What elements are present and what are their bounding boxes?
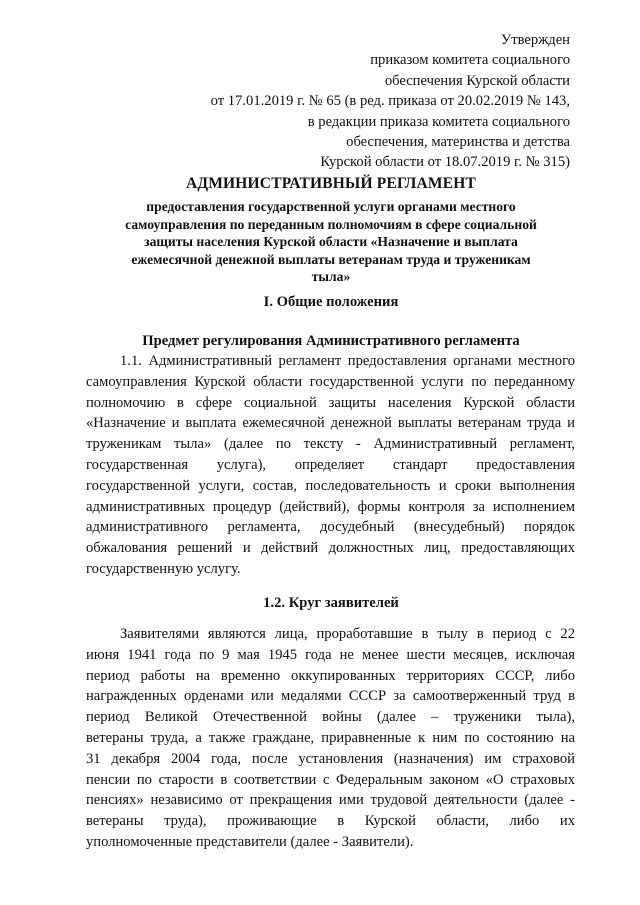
approval-line: обеспечения Курской области: [384, 72, 570, 89]
paragraph-line: период работы на временно оккупированных территориях СССР, либо: [86, 667, 575, 684]
section-heading-general: I. Общие положения: [263, 294, 399, 310]
approval-line: от 17.01.2019 г. № 65 (в ред. приказа от 20.02.2019 № 143,: [210, 93, 570, 110]
subtitle-line: предоставления государственной услуги органами местного: [146, 199, 516, 214]
approval-line: обеспечения, материнства и детства: [346, 134, 570, 151]
paragraph-line: награжденных орденами или медалями СССР за самоотверженный труд в: [86, 688, 575, 705]
paragraph-line: пенсии по старости в соответствии с Федеральным законом «О страховых: [86, 771, 575, 788]
subtitle-line: ежемесячной денежной выплаты ветеранам труда и труженикам: [131, 251, 531, 267]
approval-line: в редакции приказа комитета социального: [307, 113, 570, 130]
document-subtitle: [86, 198, 576, 286]
subtitle-line: тыла»: [311, 269, 351, 285]
paragraph-line: административных процедур (действий), формы контроля за исполнением: [86, 498, 575, 515]
paragraph-1-1: [86, 351, 575, 580]
approval-line: приказом комитета социального: [370, 52, 570, 69]
paragraph-line: пенсиях» независимо от прекращения ими трудовой деятельности (далее -: [86, 792, 575, 809]
approval-stamp: [150, 30, 570, 173]
paragraph-line: государственную услугу.: [86, 560, 241, 577]
section-subheading-subject: Предмет регулирования Административного регламента: [142, 333, 520, 349]
approval-line: Курской области от 18.07.2019 г. № 315): [320, 154, 570, 171]
paragraph-line: «Назначение и выплата ежемесячной денежной выплаты ветеранам труда и: [86, 415, 575, 432]
document-title: АДМИНИСТРАТИВНЫЙ РЕГЛАМЕНТ: [185, 175, 477, 192]
paragraph-line: полномочию в сфере социальной защиты населения Курской области: [86, 394, 575, 411]
paragraph-line: уполномоченные представители (далее - Заявители).: [86, 833, 414, 850]
paragraph-line: административного регламента, досудебный (внесудебный) порядок: [86, 519, 575, 536]
subtitle-line: самоуправления по переданным полномочиям в сфере социальной: [125, 216, 537, 232]
paragraph-1-2: [86, 624, 575, 853]
subtitle-line: защиты населения Курской области «Назначение и выплата: [144, 234, 518, 250]
paragraph-line: 31 декабря 2004 года, после установления (назначения) им страховой: [86, 750, 575, 767]
paragraph-line: ветераны труда, а также граждане, приравненные к ним по состоянию на: [86, 729, 575, 746]
approval-line: Утвержден: [500, 32, 570, 48]
paragraph-line: июня 1941 года по 9 мая 1945 года не менее шести месяцев, исключая: [86, 646, 575, 663]
paragraph-line: труженикам тыла» (далее по тексту - Административный регламент,: [86, 436, 575, 453]
paragraph-line: обжалования решений и действий должностных лиц, предоставляющих: [86, 540, 575, 557]
paragraph-line: ветераны труда), проживающие в Курской области, либо их: [86, 813, 575, 830]
paragraph-line: государственной услуги, состав, последовательность и сроки выполнения: [86, 477, 575, 494]
paragraph-line: самоуправления Курской области государственной услуги по переданному: [86, 373, 575, 390]
section-heading-applicants: 1.2. Круг заявителей: [263, 595, 399, 611]
paragraph-line: Заявителями являются лица, проработавшие в тылу в период с 22: [120, 626, 575, 642]
paragraph-line: 1.1. Административный регламент предоставления органами местного: [120, 353, 575, 369]
paragraph-line: государственная услуга), определяет стандарт предоставления: [86, 456, 575, 473]
paragraph-line: период Великой Отечественной войны (далее – труженики тыла),: [86, 709, 575, 726]
